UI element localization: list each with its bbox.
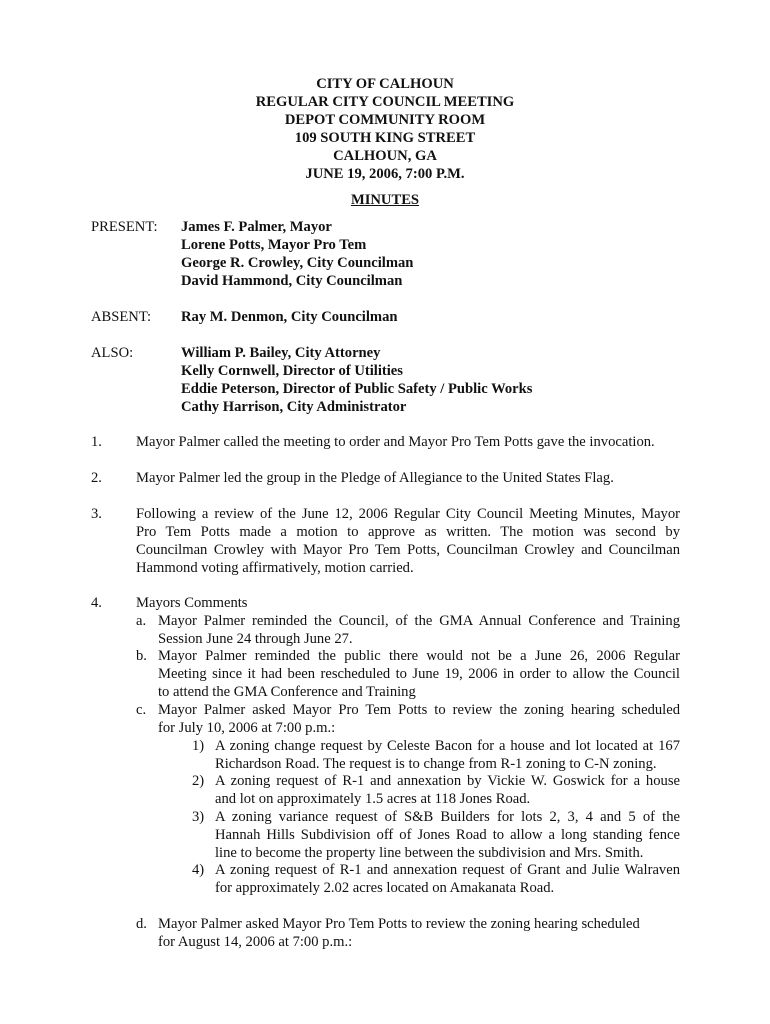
also-name: Eddie Peterson, Director of Public Safety / Public Works xyxy=(181,381,533,397)
absent-names xyxy=(181,308,397,326)
item-number: 3. xyxy=(91,506,102,522)
sub-item-label: a. xyxy=(136,613,147,629)
item-text: Mayor Palmer led the group in the Pledge of Allegiance to the United States Flag. xyxy=(136,470,614,486)
header-location: DEPOT COMMUNITY ROOM xyxy=(284,112,486,128)
sub-item-line: Session June 24 through June 27. xyxy=(158,631,353,647)
header-address: 109 SOUTH KING STREET xyxy=(294,130,476,146)
item-text-line: Pro Tem Potts made a motion to approve as written. The motion was second by xyxy=(136,524,680,540)
request-number: 4) xyxy=(192,862,205,878)
item-number: 2. xyxy=(91,470,102,486)
request-line: Hannah Hills Subdivision off of Jones Road to allow a long standing fence xyxy=(215,827,680,843)
minutes-title: MINUTES xyxy=(350,192,420,208)
sub-item-line: Mayor Palmer asked Mayor Pro Tem Potts to review the zoning hearing scheduled xyxy=(158,916,640,932)
absent-label: ABSENT: xyxy=(91,309,152,325)
item-text-line: Councilman Crowley with Mayor Pro Tem Potts, Councilman Crowley and Councilman xyxy=(136,542,680,558)
item-title: Mayors Comments xyxy=(136,595,248,611)
header-city: CITY OF CALHOUN xyxy=(316,76,454,92)
sub-item-label: d. xyxy=(136,916,147,932)
also-label: ALSO: xyxy=(91,345,134,361)
sub-item-label: b. xyxy=(136,648,147,664)
request-number: 3) xyxy=(192,809,205,825)
request-line: A zoning variance request of S&B Builders for lots 2, 3, 4 and 5 of the xyxy=(215,809,680,825)
absent-name: Ray M. Denmon, City Councilman xyxy=(181,309,398,325)
request-line: A zoning change request by Celeste Bacon for a house and lot located at 167 xyxy=(215,738,680,754)
request-line: A zoning request of R-1 and annexation by Vickie W. Goswick for a house xyxy=(215,773,680,789)
sub-item-line: Mayor Palmer asked Mayor Pro Tem Potts to review the zoning hearing scheduled xyxy=(158,702,680,718)
present-name: George R. Crowley, City Councilman xyxy=(181,255,414,271)
item-text-line: Following a review of the June 12, 2006 Regular City Council Meeting Minutes, Mayor xyxy=(136,506,680,522)
also-name: Cathy Harrison, City Administrator xyxy=(181,399,407,415)
request-line: line to become the property line between the subdivision and Mrs. Smith. xyxy=(215,845,644,861)
request-line: and lot on approximately 1.5 acres at 118 Jones Road. xyxy=(215,791,531,807)
present-name: James F. Palmer, Mayor xyxy=(181,219,332,235)
present-name: Lorene Potts, Mayor Pro Tem xyxy=(181,237,367,253)
present-label: PRESENT: xyxy=(91,219,158,235)
also-name: Kelly Cornwell, Director of Utilities xyxy=(181,363,403,379)
sub-item-line: for August 14, 2006 at 7:00 p.m.: xyxy=(158,934,353,950)
sub-item-line: to attend the GMA Conference and Training xyxy=(158,684,416,700)
request-line: A zoning request of R-1 and annexation request of Grant and Julie Walraven xyxy=(215,862,680,878)
item-text: Mayor Palmer called the meeting to order and Mayor Pro Tem Potts gave the invocation. xyxy=(136,434,655,450)
request-number: 2) xyxy=(192,773,205,789)
sub-item-line: for July 10, 2006 at 7:00 p.m.: xyxy=(158,720,336,736)
document-header xyxy=(0,75,770,183)
header-city-state: CALHOUN, GA xyxy=(333,148,437,164)
item-number: 4. xyxy=(91,595,102,611)
sub-item-line: Mayor Palmer reminded the public there would not be a June 26, 2006 Regular xyxy=(158,648,680,664)
sub-item-label: c. xyxy=(136,702,147,718)
item-number: 1. xyxy=(91,434,102,450)
request-number: 1) xyxy=(192,738,205,754)
sub-item-line: Mayor Palmer reminded the Council, of the GMA Annual Conference and Training xyxy=(158,613,680,629)
sub-item-line: Meeting since it had been rescheduled to June 19, 2006 in order to allow the Council xyxy=(158,666,680,682)
request-line: Richardson Road. The request is to change from R-1 zoning to C-N zoning. xyxy=(215,756,657,772)
also-name: William P. Bailey, City Attorney xyxy=(181,345,381,361)
present-name: David Hammond, City Councilman xyxy=(181,273,403,289)
also-names xyxy=(181,344,532,416)
item-text-line: Hammond voting affirmatively, motion carried. xyxy=(136,560,414,576)
present-names xyxy=(181,218,413,290)
request-line: for approximately 2.02 acres located on Amakanata Road. xyxy=(215,880,555,896)
header-meeting-type: REGULAR CITY COUNCIL MEETING xyxy=(255,94,515,110)
header-date: JUNE 19, 2006, 7:00 P.M. xyxy=(305,166,465,182)
